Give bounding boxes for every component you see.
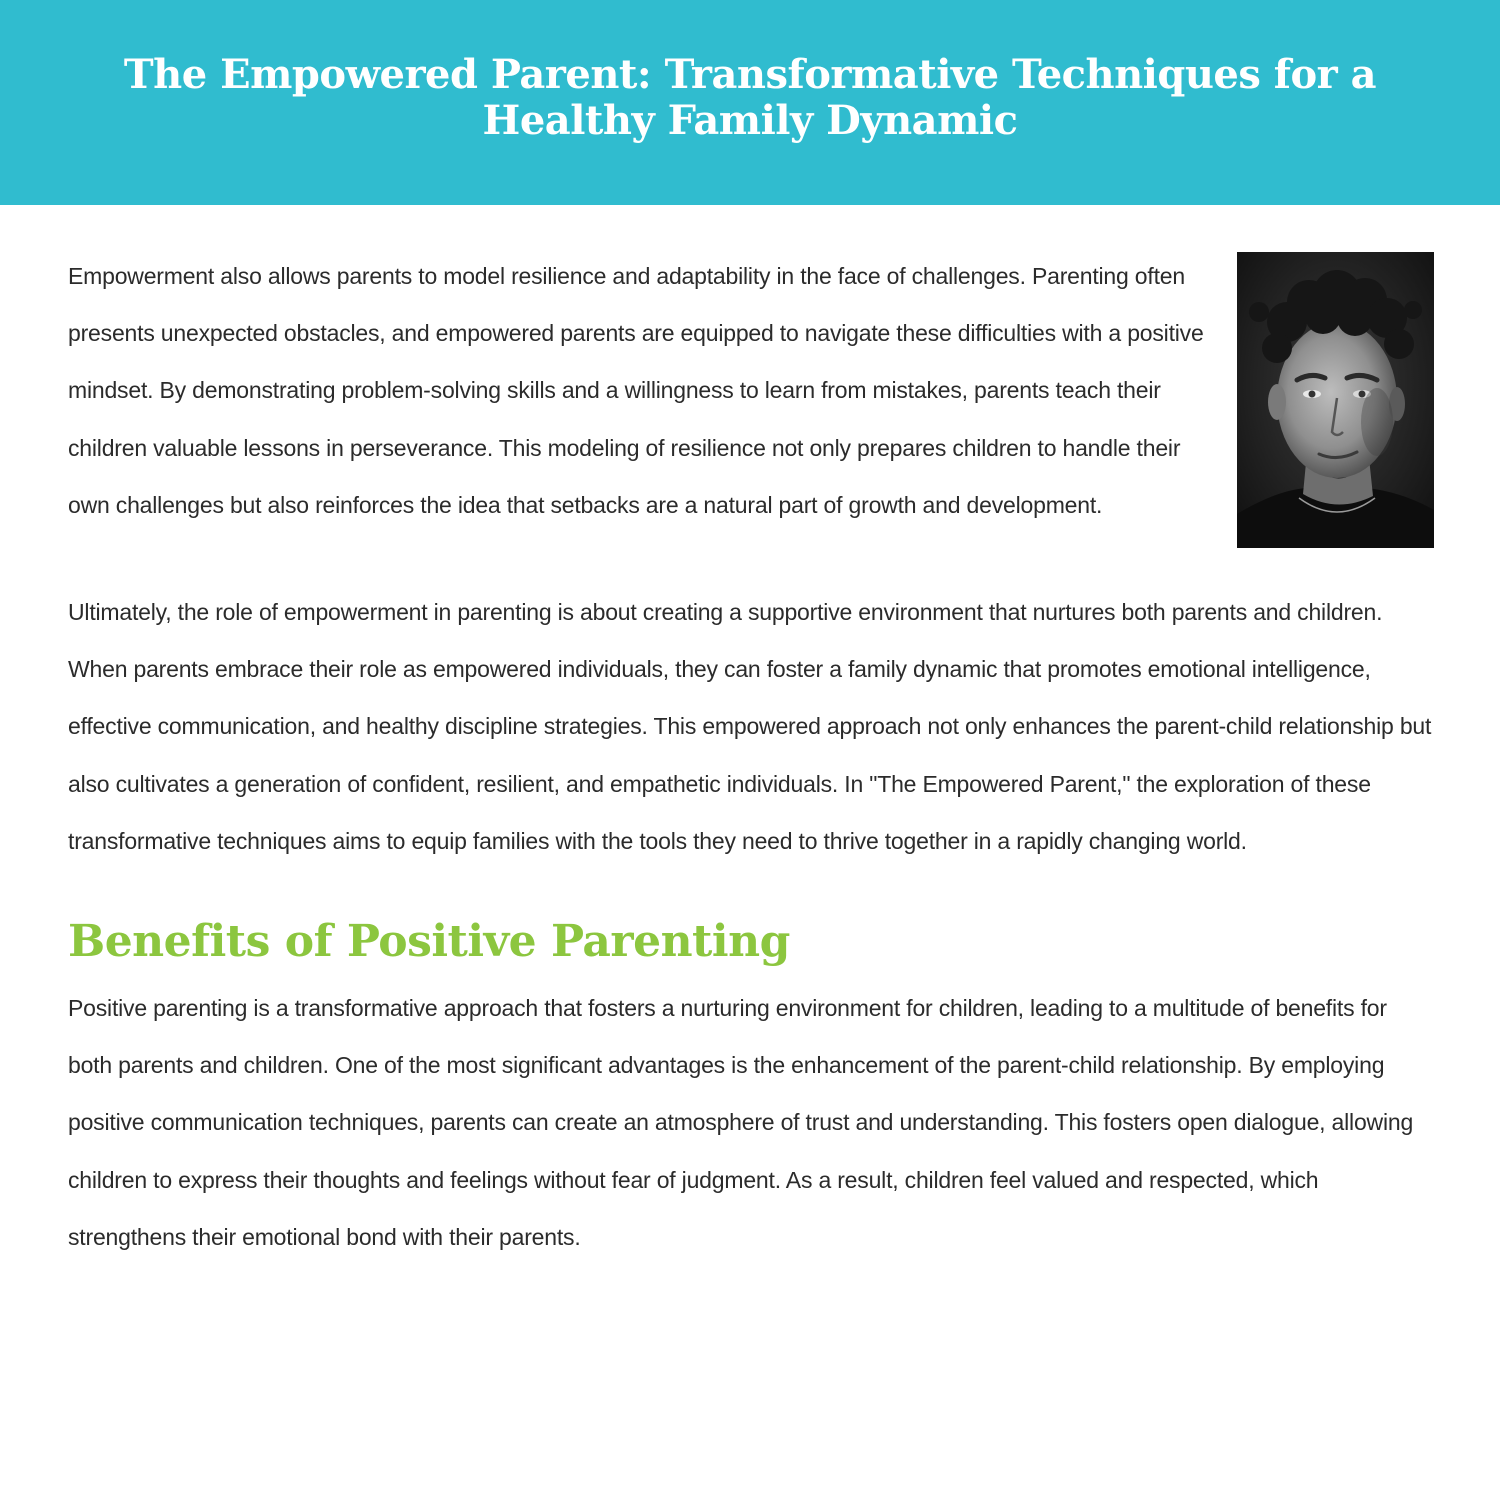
portrait-photo [1237, 252, 1434, 548]
portrait-photo-icon [1237, 252, 1434, 548]
paragraph-resilience: Empowerment also allows parents to model resilience and adaptability in the face of challenges. Parenting often presents unexpected obstacles, and empowered parents are equipped to navigate these difficulties with a positive mindset. By demonstrating problem-solving skills and a willingness to learn from mistakes, parents teach their children valuable lessons in perseverance. This modeling of resilience not only prepares children to handle their own challenges but also reinforces the idea that setbacks are a natural part of growth and development. [68, 263, 1204, 518]
paragraph-positive-parenting: Positive parenting is a transformative approach that fosters a nurturing environment for children, leading to a multitude of benefits for both parents and children. One of the most significant advantages is the enhancement of the parent-child relationship. By employing positive communication techniques, parents can create an atmosphere of trust and understanding. This fosters open dialogue, allowing children to express their thoughts and feelings without fear of judgment. As a result, children feel valued and respected, which strengthens their emotional bond with their parents. [68, 995, 1414, 1250]
page-header [0, 0, 1500, 205]
section-heading: Benefits of Positive Parenting [68, 916, 790, 968]
article-body [68, 248, 1434, 1266]
page-title: The Empowered Parent: Transformative Techniques for a Healthy Family Dynamic [123, 51, 1377, 144]
paragraph-empowerment: Ultimately, the role of empowerment in parenting is about creating a supportive environment that nurtures both parents and children. When parents embrace their role as empowered individuals, they can foster a family dynamic that promotes emotional intelligence, effective communication, and healthy discipline strategies. This empowered approach not only enhances the parent-child relationship but also cultivates a generation of confident, resilient, and empathetic individuals. In "The Empowered Parent," the exploration of these transformative techniques aims to equip families with the tools they need to thrive together in a rapidly changing world. [68, 599, 1432, 854]
